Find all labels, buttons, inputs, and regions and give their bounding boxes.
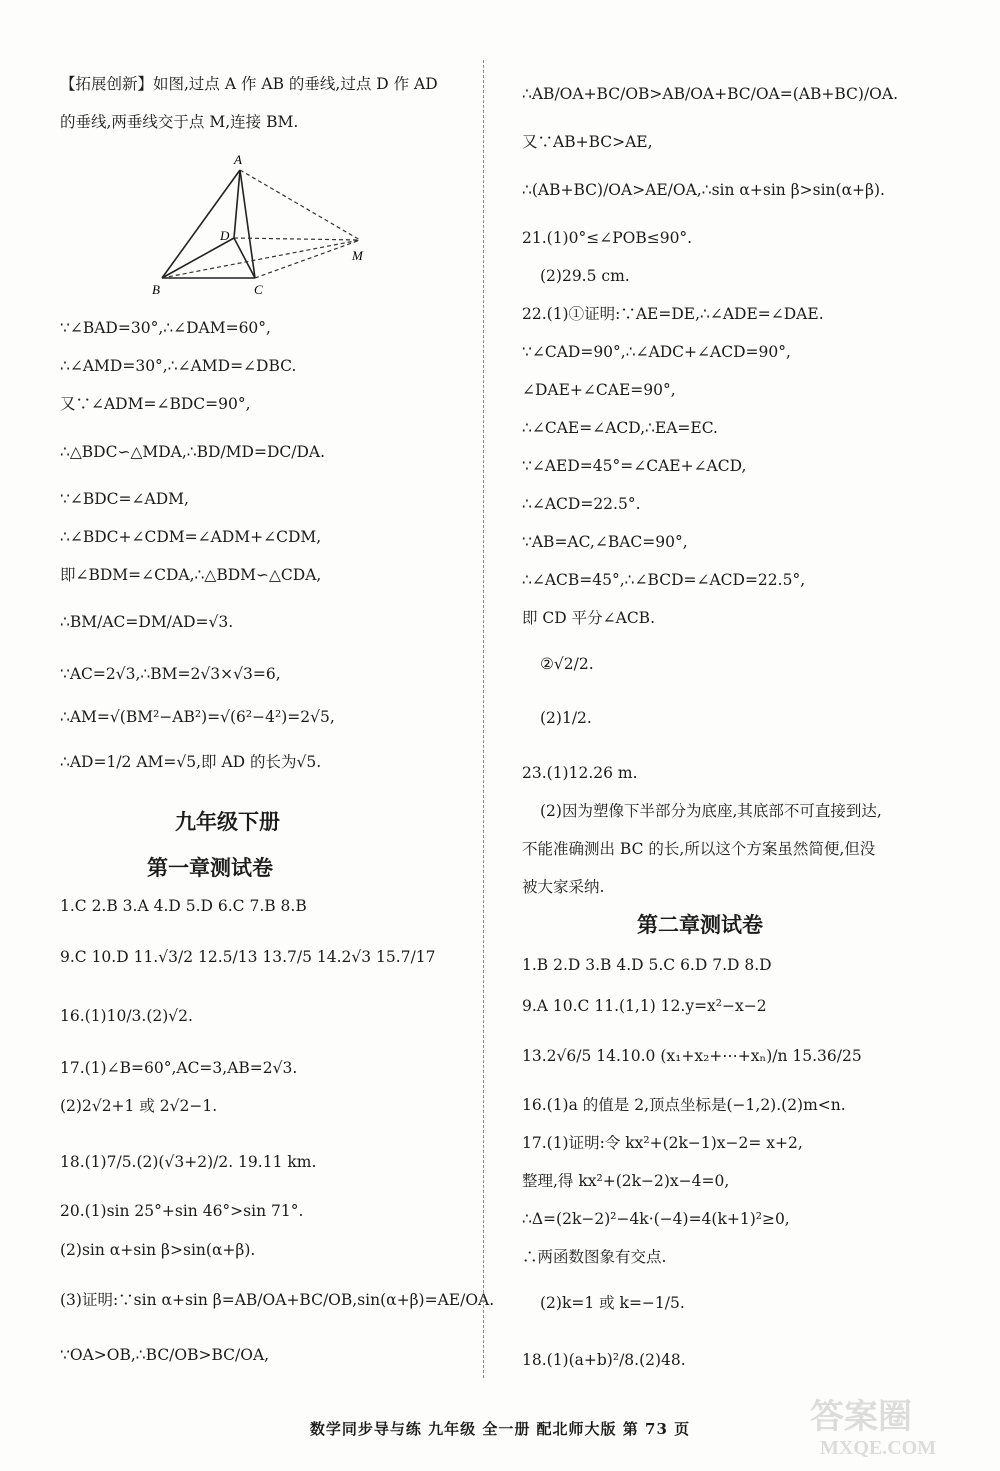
- answer-line: 又∵AB+BC>AE,: [522, 133, 653, 151]
- answer-line: 18.(1)7/5.(2)(√3+2)/2. 19.11 km.: [60, 1153, 317, 1171]
- answer-line: ∵AC=2√3,∴BM=2√3×√3=6,: [60, 665, 281, 683]
- answer-line: ②√2/2.: [540, 655, 594, 673]
- book-part-title: 九年级下册: [175, 810, 280, 834]
- answer-line: 17.(1)证明:令 kx²+(2k−1)x−2= x+2,: [522, 1134, 803, 1152]
- answer-line: 9.C 10.D 11.√3/2 12.5/13 13.7/5 14.2√3 15.7/17: [60, 948, 436, 966]
- answer-line: 23.(1)12.26 m.: [522, 764, 638, 782]
- answer-line: 【拓展创新】如图,过点 A 作 AB 的垂线,过点 D 作 AD: [60, 75, 438, 93]
- chapter1-title: 第一章测试卷: [147, 856, 273, 880]
- answer-line: ∴两函数图象有交点.: [522, 1248, 667, 1266]
- answer-line: ∴(AB+BC)/OA>AE/OA,∴sin α+sin β>sin(α+β).: [522, 181, 885, 199]
- answer-line: 即 CD 平分∠ACB.: [522, 609, 655, 627]
- watermark-logo: [800, 1388, 970, 1460]
- watermark-text: 答案圈: [810, 1399, 912, 1436]
- answer-line: (2)29.5 cm.: [540, 267, 630, 285]
- point-label-c: C: [254, 282, 263, 297]
- answer-line: 21.(1)0°≤∠POB≤90°.: [522, 229, 693, 247]
- answer-line: (2)sin α+sin β>sin(α+β).: [60, 1241, 256, 1259]
- chapter2-title: 第二章测试卷: [637, 913, 763, 937]
- page-footer: 数学同步导与练 九年级 全一册 配北师大版 第 73 页: [309, 1420, 691, 1438]
- answer-line: 不能准确测出 BC 的长,所以这个方案虽然简便,但没: [522, 840, 876, 858]
- answer-line: 20.(1)sin 25°+sin 46°>sin 71°.: [60, 1202, 304, 1220]
- point-label-d: D: [220, 228, 230, 243]
- answer-line: 整理,得 kx²+(2k−2)x−4=0,: [522, 1172, 730, 1190]
- answer-line: (2)1/2.: [540, 709, 592, 727]
- answer-line: ∴∠ACB=45°,∴∠BCD=∠ACD=22.5°,: [522, 571, 806, 589]
- answer-line: ∴∠ACD=22.5°.: [522, 495, 641, 513]
- answer-line: ∴AD=1/2 AM=√5,即 AD 的长为√5.: [60, 753, 322, 771]
- answer-line: ∵∠BDC=∠ADM,: [60, 490, 189, 508]
- answer-line: 1.C 2.B 3.A 4.D 5.D 6.C 7.B 8.B: [60, 897, 307, 915]
- point-label-a: A: [234, 152, 242, 167]
- watermark-url: MXQE.COM: [820, 1437, 937, 1459]
- answer-line: 即∠BDM=∠CDA,∴△BDM∽△CDA,: [60, 566, 322, 584]
- answer-line: ∠DAE+∠CAE=90°,: [522, 381, 676, 399]
- answer-line: ∴∠AMD=30°,∴∠AMD=∠DBC.: [60, 357, 297, 375]
- point-label-b: B: [152, 282, 160, 297]
- answer-line: (2)k=1 或 k=−1/5.: [540, 1294, 685, 1312]
- answer-line: 16.(1)a 的值是 2,顶点坐标是(−1,2).(2)m<n.: [522, 1096, 846, 1114]
- answer-line: 9.A 10.C 11.(1,1) 12.y=x²−x−2: [522, 997, 767, 1015]
- answer-line: (2)2√2+1 或 2√2−1.: [60, 1097, 218, 1115]
- answer-line: ∴∠BDC+∠CDM=∠ADM+∠CDM,: [60, 528, 322, 546]
- answer-line: 13.2√6/5 14.10.0 (x₁+x₂+⋯+xₙ)/n 15.36/25: [522, 1047, 862, 1065]
- answer-line: ∵∠CAD=90°,∴∠ADC+∠ACD=90°,: [522, 343, 791, 361]
- answer-line: ∴Δ=(2k−2)²−4k·(−4)=4(k+1)²≥0,: [522, 1210, 790, 1228]
- answer-line: ∵∠AED=45°=∠CAE+∠ACD,: [522, 457, 747, 475]
- geometry-figure: [150, 150, 380, 300]
- answer-line: 的垂线,两垂线交于点 M,连接 BM.: [60, 113, 299, 131]
- answer-line: ∴∠CAE=∠ACD,∴EA=EC.: [522, 419, 718, 437]
- answer-line: 17.(1)∠B=60°,AC=3,AB=2√3.: [60, 1059, 298, 1077]
- answer-line: ∴BM/AC=DM/AD=√3.: [60, 613, 234, 631]
- answer-line: ∴AM=√(BM²−AB²)=√(6²−4²)=2√5,: [60, 708, 335, 726]
- answer-line: 被大家采纳.: [522, 878, 605, 896]
- point-label-m: M: [352, 248, 363, 263]
- answer-line: 1.B 2.D 3.B 4.D 5.C 6.D 7.D 8.D: [522, 956, 772, 974]
- answer-line: ∴△BDC∽△MDA,∴BD/MD=DC/DA.: [60, 443, 326, 461]
- answer-line: ∵∠BAD=30°,∴∠DAM=60°,: [60, 319, 271, 337]
- answer-line: (2)因为塑像下半部分为底座,其底部不可直接到达,: [540, 802, 882, 820]
- answer-line: ∵OA>OB,∴BC/OB>BC/OA,: [60, 1346, 270, 1364]
- answer-line: 又∵∠ADM=∠BDC=90°,: [60, 395, 251, 413]
- answer-line: 16.(1)10/3.(2)√2.: [60, 1007, 193, 1025]
- answer-line: ∴AB/OA+BC/OB>AB/OA+BC/OA=(AB+BC)/OA.: [522, 85, 898, 103]
- column-divider: [483, 60, 484, 1378]
- answer-line: 18.(1)(a+b)²/8.(2)48.: [522, 1351, 686, 1369]
- answer-line: 22.(1)①证明:∵AE=DE,∴∠ADE=∠DAE.: [522, 305, 824, 323]
- answer-line: ∵AB=AC,∠BAC=90°,: [522, 533, 688, 551]
- answer-line: (3)证明:∵sin α+sin β=AB/OA+BC/OB,sin(α+β)=AE/OA.: [60, 1291, 495, 1309]
